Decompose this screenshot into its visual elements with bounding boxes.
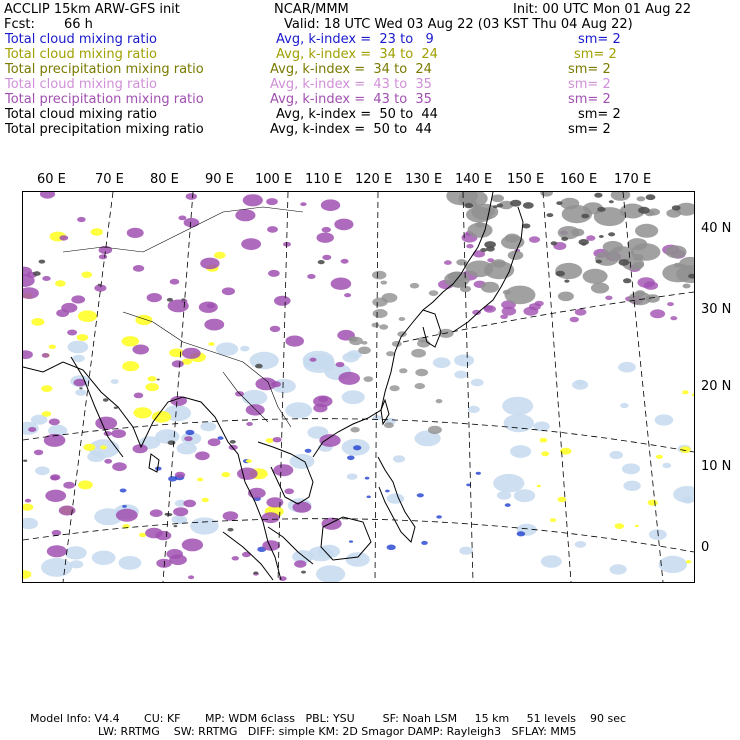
- legend-row-6-sm: sm= 2: [578, 107, 621, 122]
- map-panel: [22, 191, 695, 583]
- legend-row-1-sm: sm= 2: [578, 32, 621, 47]
- lon-label: 170 E: [614, 172, 652, 187]
- field-shading: [23, 192, 694, 582]
- legend-row-1-avg: Avg, k-index = 23 to 9: [276, 32, 434, 47]
- fcst-label: Fcst:: [4, 17, 35, 32]
- footer-model-info: Model Info: V4.4 CU: KF MP: WDM 6class PBL: YSU SF: Noah LSM 15 km 51 levels 90 sec: [30, 712, 627, 725]
- fcst-value: 66 h: [64, 17, 93, 32]
- legend-row-3-field: Total precipitation mixing ratio: [5, 62, 204, 77]
- legend-row-4-field: Total cloud mixing ratio: [5, 77, 158, 92]
- legend-row-5-field: Total precipitation mixing ratio: [5, 92, 204, 107]
- lat-label: 10 N: [701, 459, 732, 474]
- map-canvas: [23, 192, 694, 582]
- legend-row-6-field: Total cloud mixing ratio: [5, 107, 158, 122]
- coastline-srilanka: [149, 454, 159, 472]
- lon-label: 160 E: [560, 172, 598, 187]
- lon-label: 60 E: [37, 172, 66, 187]
- lon-label: 80 E: [150, 172, 179, 187]
- legend-row-5-avg: Avg, k-index = 43 to 35: [270, 92, 432, 107]
- lon-label: 120 E: [355, 172, 393, 187]
- init-time: Init: 00 UTC Mon 01 Aug 22: [513, 2, 692, 17]
- lat-label: 30 N: [701, 302, 732, 317]
- org-label: NCAR/MMM: [274, 2, 349, 17]
- lat-lon-grid: [23, 192, 694, 582]
- lon-label: 130 E: [405, 172, 443, 187]
- legend-row-1-field: Total cloud mixing ratio: [5, 32, 158, 47]
- valid-time: Valid: 18 UTC Wed 03 Aug 22 (03 KST Thu 04 Aug 22): [284, 17, 633, 32]
- legend-row-2-field: Total cloud mixing ratio: [5, 47, 158, 62]
- lon-label: 110 E: [305, 172, 343, 187]
- footer-physics-info: LW: RRTMG SW: RRTMG DIFF: simple KM: 2D Smagor DAMP: Rayleigh3 SFLAY: MM5: [98, 725, 577, 738]
- legend-row-3-avg: Avg, k-index = 34 to 24: [270, 62, 432, 77]
- legend-row-5-sm: sm= 2: [568, 92, 611, 107]
- legend-row-2-sm: sm= 2: [574, 47, 617, 62]
- legend-row-4-sm: sm= 2: [568, 77, 611, 92]
- legend-row-7-avg: Avg, k-index = 50 to 44: [270, 122, 432, 137]
- model-title: ACCLIP 15km ARW-GFS init: [4, 2, 180, 17]
- lon-label: 70 E: [95, 172, 124, 187]
- legend-row-2-avg: Avg, k-index = 34 to 24: [276, 47, 438, 62]
- legend-row-3-sm: sm= 2: [568, 62, 611, 77]
- lon-label: 100 E: [255, 172, 293, 187]
- lon-label: 150 E: [507, 172, 545, 187]
- legend-row-7-field: Total precipitation mixing ratio: [5, 122, 204, 137]
- lon-label: 90 E: [205, 172, 234, 187]
- lat-label: 20 N: [701, 379, 732, 394]
- legend-row-4-avg: Avg, k-index = 43 to 35: [270, 77, 432, 92]
- lat-label: 40 N: [701, 221, 732, 236]
- legend-row-6-avg: Avg, k-index = 50 to 44: [276, 107, 438, 122]
- lat-label: 0: [701, 540, 710, 555]
- legend-row-7-sm: sm= 2: [568, 122, 611, 137]
- lon-label: 140 E: [455, 172, 493, 187]
